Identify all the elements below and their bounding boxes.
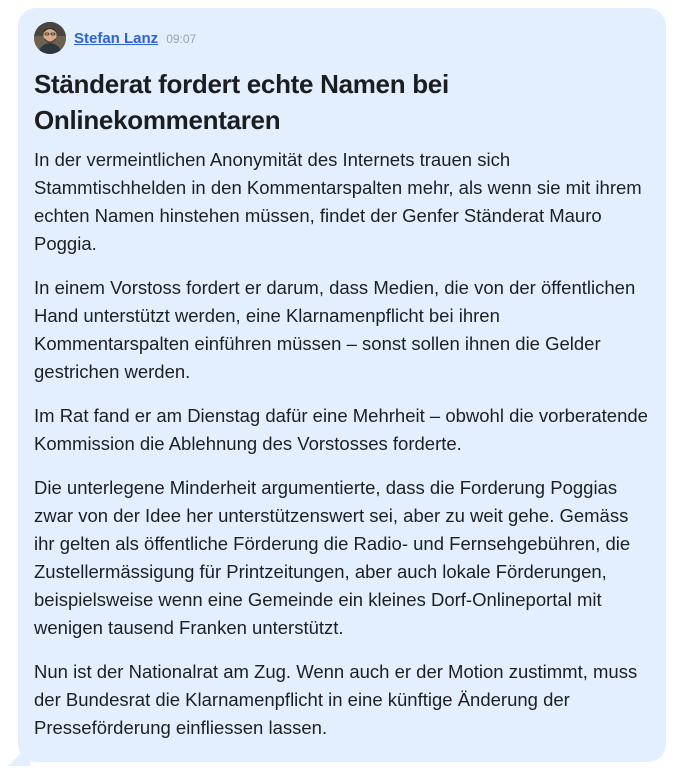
post-body [34,146,648,742]
avatar-image [34,22,66,54]
message-bubble [18,8,666,762]
paragraph: In der vermeintlichen Anonymität des Internets trauen sich Stammtischhelden in den Kommentarspalten mehr, als wenn sie mit ihrem echten Namen hinstehen müssen, findet der Genfer Ständerat Mauro Poggia. [34,149,642,254]
paragraph: Nun ist der Nationalrat am Zug. Wenn auch er der Motion zustimmt, muss der Bundesrat die Klarnamenpflicht in eine künftige Änderung der Presseförderung einfliessen lassen. [34,661,638,738]
timestamp: 09:07 [166,32,197,46]
author-link[interactable]: Stefan Lanz [74,29,159,47]
paragraph: Im Rat fand er am Dienstag dafür eine Mehrheit – obwohl die vorberatende Kommission die Ablehnung des Vorstosses forderte. [34,405,648,454]
paragraph: In einem Vorstoss fordert er darum, dass Medien, die von der öffentlichen Hand unterstützt werden, eine Klarnamenpflicht bei ihren Kommentarspalten einführen müssen – sonst sollen ihnen die Gelder gestrichen werden. [34,277,636,382]
message-header [34,22,648,54]
post-title: Ständerat fordert echte Namen bei Onlinekommentaren [34,69,449,135]
author-avatar[interactable] [34,22,66,54]
paragraph: Die unterlegene Minderheit argumentierte, dass die Forderung Poggias zwar von der Idee her unterstützenswert sei, aber zu weit gehe. Gemäss ihr gelten als öffentliche Förderung die Radio- und Fernsehgebühren, die Zustellermässigung für Printzeitungen, aber auch lokale Förderungen, beispielsweise wenn eine Gemeinde ein kleines Dorf-Onlineportal mit wenigen tausend Franken unterstützt. [34,477,631,638]
